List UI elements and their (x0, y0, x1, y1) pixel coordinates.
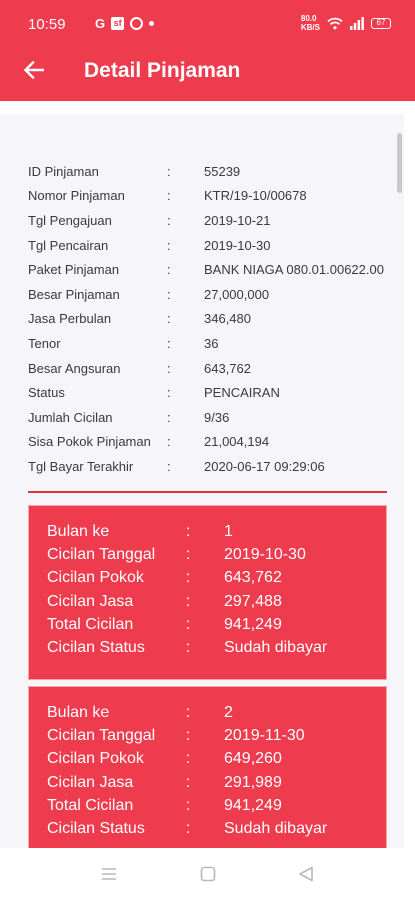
installment-colon: : (186, 726, 191, 744)
installment-row (47, 613, 386, 636)
installment-card[interactable] (28, 505, 387, 680)
loan-info-row (28, 380, 404, 405)
installment-label: Cicilan Jasa (47, 773, 134, 791)
installment-row (47, 771, 386, 794)
installment-card[interactable] (28, 686, 387, 848)
info-colon: : (167, 409, 171, 425)
info-label: Tgl Pengajuan (28, 212, 112, 228)
loan-info-row (28, 159, 404, 184)
installment-colon: : (186, 796, 191, 814)
loan-info-row (28, 454, 404, 479)
info-colon: : (167, 188, 171, 204)
recents-button[interactable] (97, 862, 121, 886)
info-value: PENCAIRAN (204, 385, 280, 401)
notification-icons (95, 16, 154, 31)
info-colon: : (167, 212, 171, 228)
status-indicators (301, 14, 391, 32)
installment-value: 297,488 (224, 592, 282, 610)
info-label: Tenor (28, 335, 61, 351)
arrow-left-icon (24, 61, 44, 79)
info-value: 27,000,000 (204, 286, 270, 302)
loan-info-list (28, 159, 404, 479)
loan-info-row (28, 307, 404, 332)
loan-info-row (28, 356, 404, 381)
installment-label: Total Cicilan (47, 796, 134, 814)
info-colon: : (167, 262, 171, 278)
triangle-back-icon (298, 866, 314, 882)
loan-info-row (28, 405, 404, 430)
header (0, 0, 415, 101)
info-value: 36 (204, 335, 219, 351)
system-nav-bar (0, 848, 415, 900)
info-value: 2020-06-17 09:29:06 (204, 458, 325, 474)
info-label: Jumlah Cicilan (28, 409, 113, 425)
installment-value: Sudah dibayar (224, 639, 328, 657)
info-colon: : (167, 335, 171, 351)
installment-colon: : (186, 750, 191, 768)
info-label: Tgl Pencairan (28, 237, 109, 253)
installment-label: Cicilan Status (47, 820, 145, 838)
installment-colon: : (186, 639, 191, 657)
info-label: Nomor Pinjaman (28, 188, 125, 204)
installment-row (47, 748, 386, 771)
installment-value: 2019-11-30 (224, 726, 305, 744)
installment-row (47, 636, 386, 659)
menu-icon (101, 867, 117, 881)
installment-row (47, 567, 386, 590)
info-label: Paket Pinjaman (28, 262, 120, 278)
installment-row (47, 590, 386, 613)
system-back-button[interactable] (294, 862, 318, 886)
sf-app-icon: sf (111, 17, 124, 30)
status-bar (0, 0, 415, 50)
installment-label: Bulan ke (47, 703, 110, 721)
info-colon: : (167, 286, 171, 302)
installment-value: 643,762 (224, 569, 282, 587)
installment-value: 291,989 (224, 773, 282, 791)
info-value: 55239 (204, 163, 241, 179)
installment-value: 2 (224, 703, 233, 721)
info-label: Status (28, 385, 65, 401)
loan-info-row (28, 331, 404, 356)
installment-colon: : (186, 592, 191, 610)
info-label: Tgl Bayar Terakhir (28, 458, 134, 474)
installment-row (47, 724, 386, 747)
info-colon: : (167, 237, 171, 253)
loan-info-row (28, 257, 404, 282)
installment-label: Cicilan Tanggal (47, 726, 156, 744)
installment-value: 941,249 (224, 615, 282, 633)
info-colon: : (167, 311, 171, 327)
installment-row (47, 817, 386, 840)
info-label: Jasa Perbulan (28, 311, 112, 327)
info-colon: : (167, 163, 171, 179)
installment-row (47, 520, 386, 543)
installment-label: Total Cicilan (47, 615, 134, 633)
loan-info-row (28, 208, 404, 233)
loan-info-row (28, 430, 404, 455)
messenger-icon (130, 17, 143, 30)
installment-label: Bulan ke (47, 522, 110, 540)
battery-icon: 67 (371, 18, 391, 29)
wifi-icon (327, 17, 343, 30)
installment-value: 1 (224, 522, 233, 540)
loan-info-row (28, 233, 404, 258)
installment-row (47, 794, 386, 817)
installment-colon: : (186, 522, 191, 540)
installment-value: Sudah dibayar (224, 820, 328, 838)
more-notifications-icon (149, 21, 154, 26)
info-label: ID Pinjaman (28, 163, 99, 179)
google-icon: G (95, 16, 106, 31)
installment-colon: : (186, 820, 191, 838)
app-bar (0, 50, 415, 101)
status-time: 10:59 (28, 16, 66, 33)
info-value: 21,004,194 (204, 434, 270, 450)
info-value: 643,762 (204, 360, 251, 376)
installment-colon: : (186, 569, 191, 587)
back-button[interactable] (18, 54, 50, 86)
square-icon (200, 866, 216, 882)
installment-label: Cicilan Status (47, 639, 145, 657)
installment-label: Cicilan Pokok (47, 569, 144, 587)
installment-value: 941,249 (224, 796, 282, 814)
info-value: 9/36 (204, 409, 230, 425)
info-value: KTR/19-10/00678 (204, 188, 307, 204)
info-value: BANK NIAGA 080.01.00622.00 (204, 262, 384, 278)
installment-label: Cicilan Pokok (47, 750, 144, 768)
loan-info-row (28, 184, 404, 209)
info-colon: : (167, 434, 171, 450)
installment-value: 2019-10-30 (224, 545, 306, 563)
installment-colon: : (186, 615, 191, 633)
installment-colon: : (186, 773, 191, 791)
installment-row (47, 701, 386, 724)
network-speed: 80.0 KB/S (300, 14, 320, 32)
info-label: Sisa Pokok Pinjaman (28, 434, 151, 450)
info-colon: : (167, 360, 171, 376)
installment-colon: : (186, 703, 191, 721)
home-button[interactable] (196, 862, 220, 886)
info-value: 346,480 (204, 311, 251, 327)
installment-row (47, 543, 386, 566)
info-label: Besar Angsuran (28, 360, 121, 376)
loan-info-row (28, 282, 404, 307)
info-colon: : (167, 385, 171, 401)
installment-label: Cicilan Jasa (47, 592, 134, 610)
info-value: 2019-10-21 (204, 212, 271, 228)
info-label: Besar Pinjaman (28, 286, 120, 302)
info-value: 2019-10-30 (204, 237, 271, 253)
loan-detail-panel (0, 114, 404, 848)
installment-value: 649,260 (224, 750, 282, 768)
section-divider (28, 491, 387, 493)
installment-colon: : (186, 545, 191, 563)
signal-icon (350, 17, 364, 30)
installment-label: Cicilan Tanggal (47, 545, 156, 563)
loan-detail-scroll[interactable] (0, 101, 415, 848)
page-title: Detail Pinjaman (84, 59, 241, 82)
info-colon: : (167, 458, 171, 474)
